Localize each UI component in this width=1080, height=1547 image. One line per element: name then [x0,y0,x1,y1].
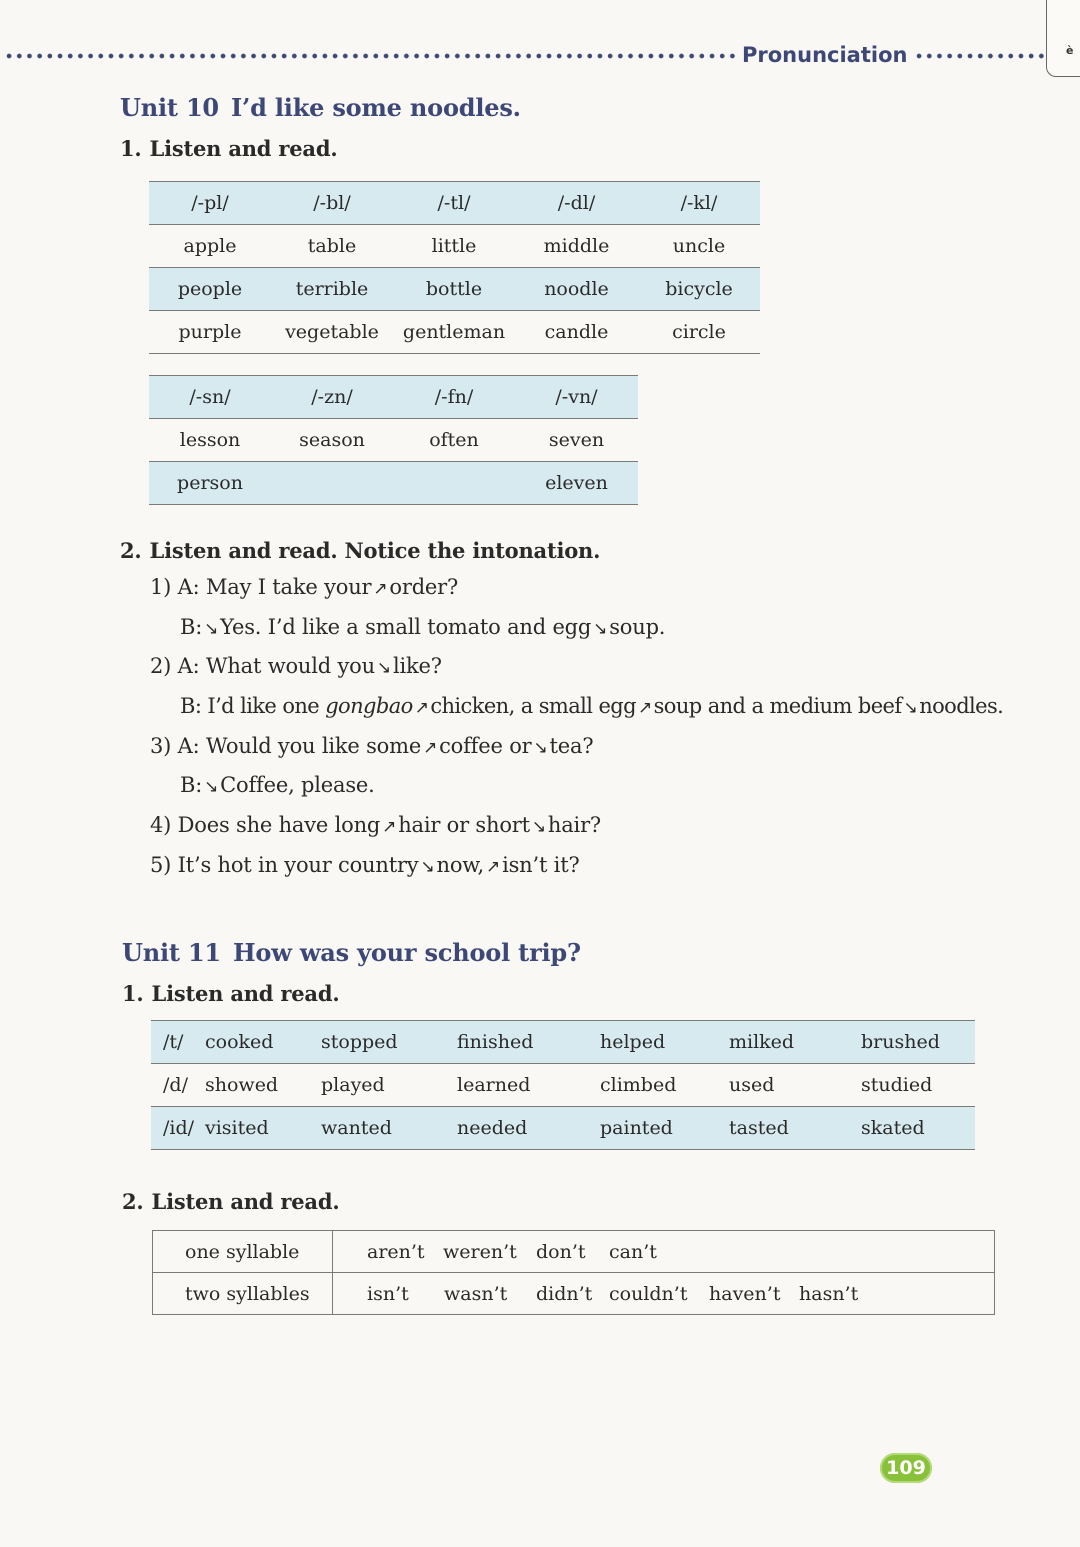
dialogue-3-a [150,734,593,758]
table-cell: seven [515,419,638,462]
table-cell: people [149,268,271,311]
dialogue-text: now, [436,853,485,877]
unit10-table-a [149,181,760,354]
item-number: 5) [150,853,172,877]
section-heading-text: Listen and read. Notice the intonation. [149,538,601,563]
item-number: 1) [150,575,172,599]
table-cell: two syllables [153,1273,333,1315]
table-cell: /-sn/ [149,376,271,419]
table-row [149,311,760,354]
dialogue-text: What would you [205,654,375,678]
table-cell: used [729,1064,861,1107]
table-row [151,1021,975,1064]
word: isn’t [367,1282,409,1305]
table-row [153,1273,995,1315]
rising-arrow-icon: ↗ [373,579,388,599]
dialogue-text-italic: gongbao [325,694,413,718]
dialogue-text: like? [392,654,442,678]
table-cell: /-tl/ [393,182,515,225]
section-number: 1. [120,136,142,161]
dialogue-2-a [150,654,442,678]
section-number: 2. [122,1189,144,1214]
table-cell: finished [457,1021,600,1064]
table-row [151,1107,975,1150]
unit10-title [120,93,521,122]
dialogue-text: soup and a medium beef [653,694,902,718]
table-cell: studied [861,1064,975,1107]
falling-arrow-icon: ↘ [420,857,435,877]
word: didn’t [536,1282,593,1305]
falling-arrow-icon: ↘ [376,658,391,678]
table-cell: often [393,419,515,462]
table-cell: lesson [149,419,271,462]
table-cell: one syllable [153,1231,333,1273]
table-cell: visited [205,1107,321,1150]
table-cell: learned [457,1064,600,1107]
dialogue-text: hair? [547,813,601,837]
unit11-past-tense-table [151,1020,975,1150]
dialogue-text: It’s hot in your country [177,853,419,877]
header-title: Pronunciation [742,43,908,67]
dialogue-text: coffee or [439,734,532,758]
table-cell [333,1231,995,1273]
table-cell: eleven [515,462,638,505]
falling-arrow-icon: ↘ [903,698,918,718]
speaker-label: A: [177,575,200,599]
dialogue-text: chicken, a small egg [430,694,636,718]
dialogue-text: isn’t it? [502,853,580,877]
rising-arrow-icon: ↗ [382,817,397,837]
table-cell: cooked [205,1021,321,1064]
falling-arrow-icon: ↘ [533,738,548,758]
table-cell: circle [638,311,760,354]
table-cell: /-fn/ [393,376,515,419]
dialogue-text: soup. [609,615,666,639]
falling-arrow-icon: ↘ [531,817,546,837]
unit10-table-b [149,375,638,505]
table-header-row [149,182,760,225]
table-cell: helped [600,1021,729,1064]
falling-arrow-icon: ↘ [593,619,608,639]
speaker-label: A: [177,734,200,758]
word: couldn’t [609,1282,688,1305]
table-cell: painted [600,1107,729,1150]
dialogue-text: noodles. [919,694,1004,718]
table-cell: brushed [861,1021,975,1064]
table-row [149,462,638,505]
item-number: 2) [150,654,172,678]
table-cell: uncle [638,225,760,268]
unit10-section1-heading [120,136,337,161]
table-row [153,1231,995,1273]
rising-arrow-icon: ↗ [637,698,652,718]
dialogue-text: May I take your [205,575,372,599]
header-dotted-rule-left [4,53,738,59]
item-number: 4) [150,813,172,837]
unit10-section2-heading [120,538,600,563]
table-cell [333,1273,995,1315]
dialogue-text: tea? [549,734,594,758]
falling-arrow-icon: ↘ [204,777,219,797]
table-cell: gentleman [393,311,515,354]
table-cell: candle [515,311,638,354]
falling-arrow-icon: ↘ [204,619,219,639]
dialogue-text: hair or short [398,813,530,837]
unit11-title-text: How was your school trip? [232,938,581,967]
speaker-label: B: [180,694,202,718]
table-row [151,1064,975,1107]
table-cell: wanted [321,1107,457,1150]
table-cell: /-vn/ [515,376,638,419]
table-cell: person [149,462,271,505]
table-row [149,419,638,462]
dialogue-3-b [180,773,375,797]
unit11-section2-heading [122,1189,339,1214]
table-row [149,268,760,311]
table-cell: /id/ [151,1107,205,1150]
table-cell: apple [149,225,271,268]
dialogue-text: I’d like one [207,694,320,718]
table-cell: bicycle [638,268,760,311]
table-cell: /-bl/ [271,182,393,225]
dialogue-text: Does she have long [177,813,381,837]
word: hasn’t [799,1282,859,1305]
table-cell: /t/ [151,1021,205,1064]
rising-arrow-icon: ↗ [414,698,429,718]
table-cell [393,462,515,505]
dialogue-1-b [180,615,665,639]
table-cell: little [393,225,515,268]
table-cell: terrible [271,268,393,311]
table-cell: middle [515,225,638,268]
page-number-badge: 109 [880,1453,932,1483]
speaker-label: A: [177,654,200,678]
table-cell: /-dl/ [515,182,638,225]
table-row [149,225,760,268]
table-cell: showed [205,1064,321,1107]
word: don’t [536,1240,586,1263]
word: haven’t [709,1282,781,1305]
unit10-number: Unit 10 [120,93,219,122]
header-dotted-rule-right [914,53,1048,59]
table-cell: /d/ [151,1064,205,1107]
table-cell: /-pl/ [149,182,271,225]
dialogue-2-b [180,694,1003,718]
corner-mark: è [1066,44,1074,57]
dialogue-text: order? [389,575,459,599]
corner-tab [1046,0,1080,77]
table-cell: climbed [600,1064,729,1107]
table-cell: tasted [729,1107,861,1150]
table-cell: skated [861,1107,975,1150]
speaker-label: B: [180,615,203,639]
word: aren’t [367,1240,425,1263]
section-number: 2. [120,538,142,563]
table-cell: vegetable [271,311,393,354]
rising-arrow-icon: ↗ [486,857,501,877]
section-heading-text: Listen and read. [151,1189,340,1214]
rising-arrow-icon: ↗ [423,738,438,758]
table-cell: /-kl/ [638,182,760,225]
table-cell [271,462,393,505]
word: can’t [609,1240,657,1263]
table-cell: stopped [321,1021,457,1064]
section-heading-text: Listen and read. [149,136,338,161]
unit11-title [122,938,581,967]
dialogue-text: Coffee, please. [220,773,375,797]
section-heading-text: Listen and read. [151,981,340,1006]
table-cell: purple [149,311,271,354]
item-number: 3) [150,734,172,758]
table-cell: bottle [393,268,515,311]
speaker-label: B: [180,773,203,797]
table-cell: milked [729,1021,861,1064]
unit11-syllable-table [152,1230,995,1315]
table-cell: /-zn/ [271,376,393,419]
dialogue-1-a [150,575,458,599]
dialogue-4 [150,813,601,837]
unit11-section1-heading [122,981,339,1006]
word: weren’t [443,1240,517,1263]
table-cell: season [271,419,393,462]
table-cell: played [321,1064,457,1107]
table-cell: table [271,225,393,268]
dialogue-5 [150,853,580,877]
dialogue-text: Would you like some [205,734,422,758]
word: wasn’t [444,1282,508,1305]
section-number: 1. [122,981,144,1006]
unit11-number: Unit 11 [122,938,221,967]
dialogue-text: Yes. I’d like a small tomato and egg [220,615,592,639]
table-header-row [149,376,638,419]
unit10-title-text: I’d like some noodles. [230,93,521,122]
table-cell: needed [457,1107,600,1150]
table-cell: noodle [515,268,638,311]
